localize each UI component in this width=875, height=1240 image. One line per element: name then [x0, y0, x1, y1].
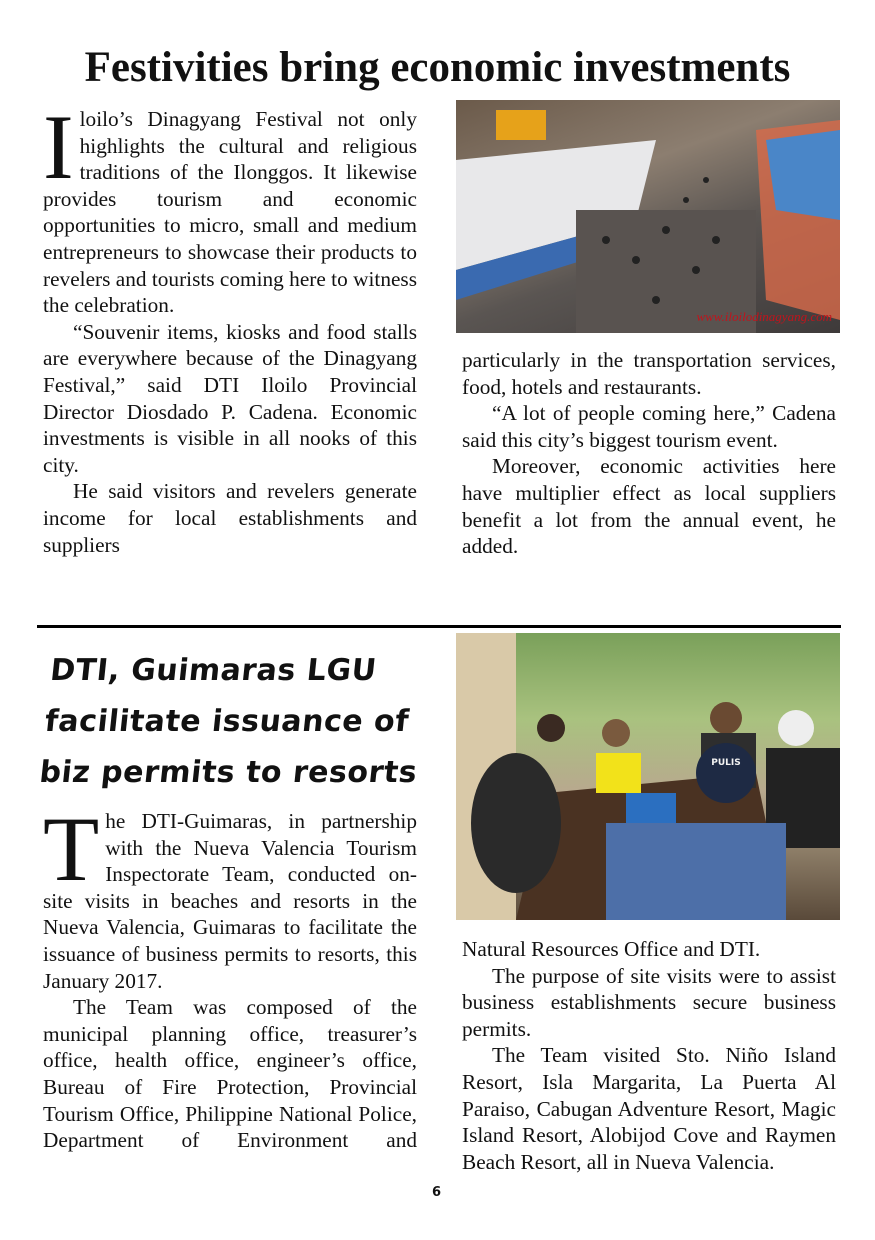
resort-meeting-photo [456, 633, 840, 920]
headline-line: DTI, Guimaras LGU [48, 653, 379, 688]
paragraph: The Team was composed of the municipal planning office, treasurer’s office, health office, engineer’s office, Bureau of Fire Protection, Provincial Tourism Office, Philippine National Police, Department of Environment and [43, 995, 417, 1153]
meeting-illustration [456, 633, 840, 920]
article2-headline [37, 645, 453, 798]
paragraph: “A lot of people coming here,” Cadena said this city’s biggest tourism event. [462, 401, 836, 452]
paragraph: He said visitors and revelers generate income for local establishments and suppliers [43, 479, 417, 557]
article-headline: Festivities bring economic investments [84, 44, 791, 91]
paragraph: Moreover, economic activities here have multiplier effect as local suppliers benefit a lot from the annual event, he added. [462, 454, 836, 559]
paragraph: “Souvenir items, kiosks and food stalls are everywhere because of the Dinagyang Festival,” said DTI Iloilo Provincial Director Diosdado P. Cadena. Economic investments is visible in all nooks of this city. [43, 319, 417, 477]
police-cap-text: PULIS [711, 758, 741, 768]
paragraph: The purpose of site visits were to assist business establishments secure business permits. [462, 963, 836, 1041]
headline-line: facilitate issuance of [43, 704, 411, 739]
paragraph: Natural Resources Office and DTI. [462, 937, 761, 961]
photo-watermark: www.iloilodinagyang.com [696, 309, 832, 324]
paragraph: he DTI-Guimaras, in partnership with the Nueva Valencia Tourism Inspectorate Team, conducted on-site visits in beaches and resorts in the Nueva Valencia, Guimaras to facilitate the issuance of business permits to resorts, this January 2017. [43, 809, 417, 993]
article1-column-right [462, 347, 836, 560]
page-number: 6 [432, 1185, 442, 1200]
paragraph: The Team visited Sto. Niño Island Resort, Isla Margarita, La Puerta Al Paraiso, Cabugan Adventure Resort, Magic Island Resort, Alobijod Cove and Raymen Beach Resort, all in Nueva Valencia. [462, 1043, 836, 1174]
article1-column-left [43, 96, 417, 558]
paragraph: particularly in the transportation services, food, hotels and restaurants. [462, 348, 836, 399]
drop-cap: T [43, 798, 100, 900]
section-divider [37, 625, 841, 628]
headline-line: biz permits to resorts [37, 755, 419, 790]
festival-street-photo [456, 100, 840, 333]
crowd-illustration [456, 100, 840, 333]
article2-column-left [43, 798, 417, 1154]
drop-cap: I [43, 96, 74, 198]
paragraph: loilo’s Dinagyang Festival not only highlights the cultural and religious traditions of the Ilonggos. It likewise provides tourism and economic opportunities to micro, small and medium entrepreneurs to showcase their products to revelers and tourists coming here to witness the celebration. [43, 107, 417, 318]
article2-column-right [462, 936, 836, 1175]
